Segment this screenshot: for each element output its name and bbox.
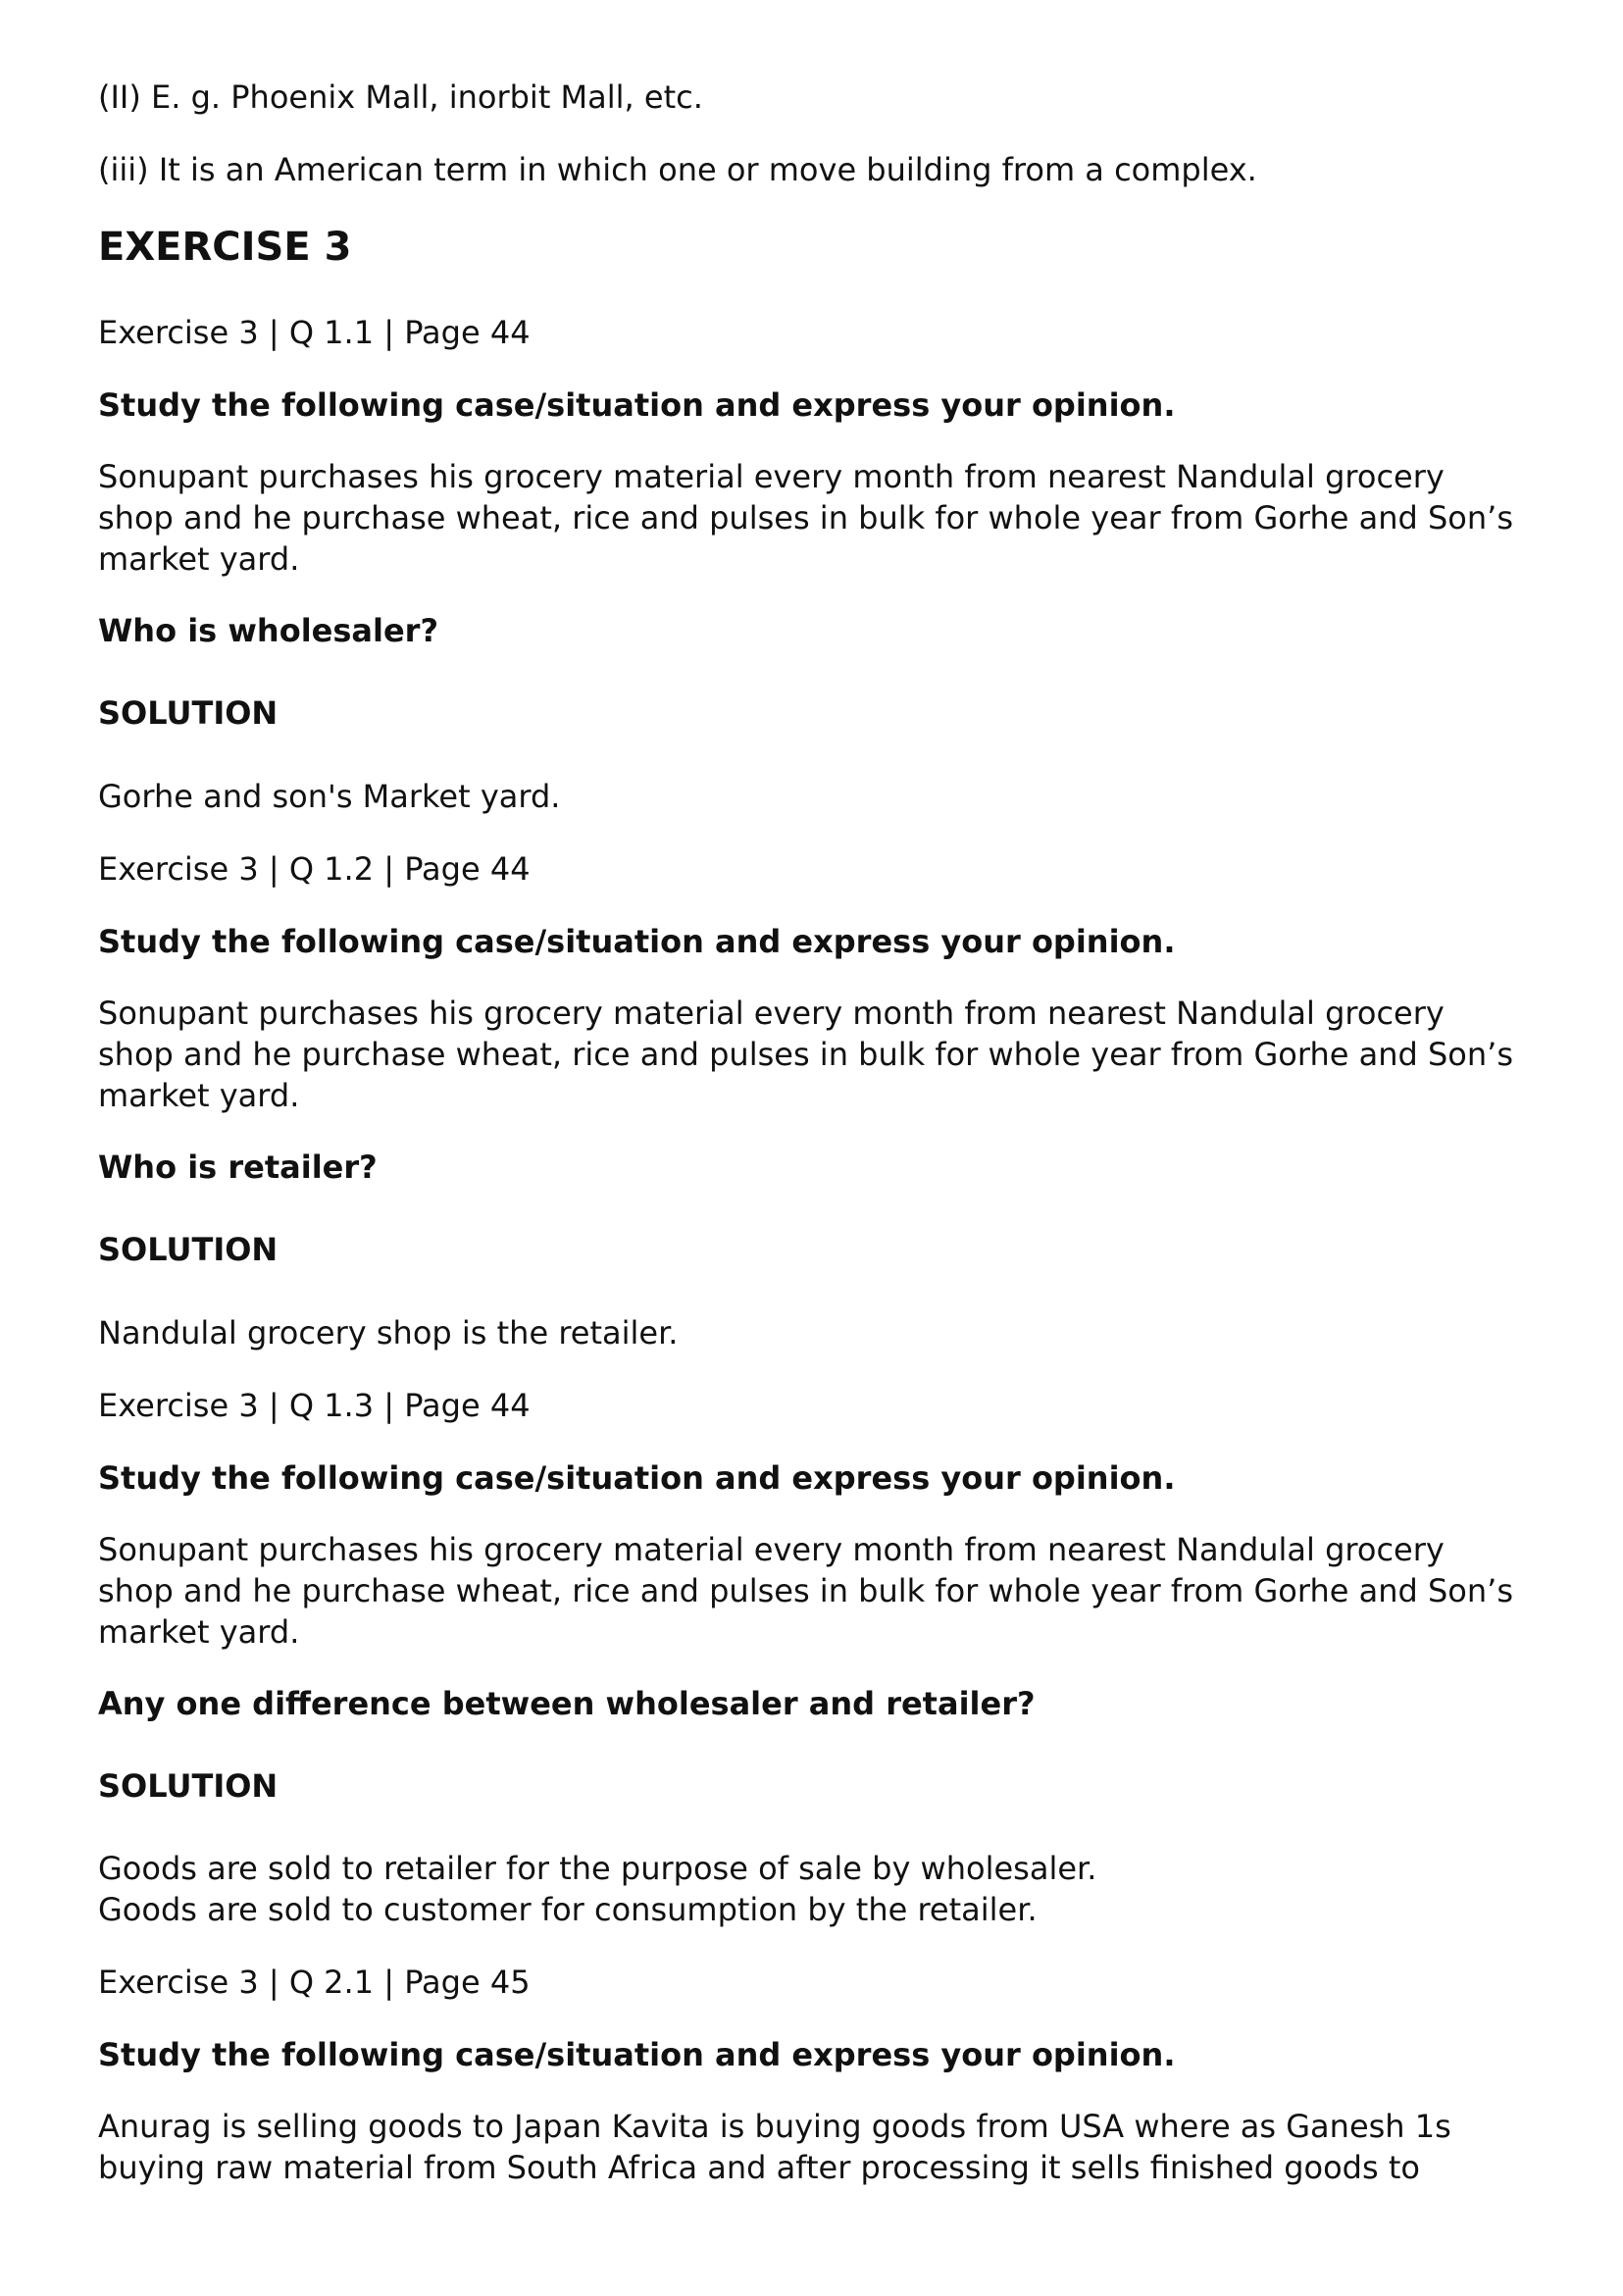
answer-line: Goods are sold to customer for consumption by the retailer. (98, 1891, 1038, 1928)
case-line: Sonupant purchases his grocery material every month from nearest Nandulal grocery (98, 995, 1445, 1032)
case-line: Anurag is selling goods to Japan Kavita is buying goods from USA where as Ganesh 1s (98, 2108, 1451, 2145)
case-text (98, 2106, 1451, 2188)
case-line: market yard. (98, 1613, 300, 1651)
question-ref: Exercise 3 | Q 1.1 | Page 44 (98, 314, 531, 351)
instruction: Study the following case/situation and express your opinion. (98, 923, 1176, 960)
case-text (98, 456, 1513, 580)
answer-text: Gorhe and son's Market yard. (98, 778, 561, 815)
question-text: Who is wholesaler? (98, 612, 439, 649)
instruction: Study the following case/situation and express your opinion. (98, 1459, 1176, 1497)
case-line: Sonupant purchases his grocery material every month from nearest Nandulal grocery (98, 458, 1445, 495)
case-line: market yard. (98, 1077, 300, 1114)
case-line: shop and he purchase wheat, rice and pulses in bulk for whole year from Gorhe and Son’s (98, 1036, 1513, 1073)
question-text: Who is retailer? (98, 1148, 378, 1186)
case-text (98, 993, 1513, 1116)
answer-line: Goods are sold to retailer for the purpose of sale by wholesaler. (98, 1850, 1097, 1887)
exercise-heading: EXERCISE 3 (98, 225, 352, 270)
solution-label: SOLUTION (98, 694, 279, 732)
case-text (98, 1529, 1513, 1653)
instruction: Study the following case/situation and express your opinion. (98, 386, 1176, 424)
answer-text (98, 1848, 1096, 1930)
case-line: market yard. (98, 540, 300, 578)
question-ref: Exercise 3 | Q 1.3 | Page 44 (98, 1387, 531, 1424)
case-line: shop and he purchase wheat, rice and pulses in bulk for whole year from Gorhe and Son’s (98, 499, 1513, 536)
intro-line-ii: (II) E. g. Phoenix Mall, inorbit Mall, etc. (98, 78, 703, 116)
intro-line-iii: (iii) It is an American term in which one or move building from a complex. (98, 151, 1257, 188)
solution-label: SOLUTION (98, 1231, 279, 1268)
answer-text: Nandulal grocery shop is the retailer. (98, 1314, 679, 1352)
case-line: Sonupant purchases his grocery material every month from nearest Nandulal grocery (98, 1531, 1445, 1568)
question-ref: Exercise 3 | Q 2.1 | Page 45 (98, 1964, 531, 2001)
question-ref: Exercise 3 | Q 1.2 | Page 44 (98, 850, 531, 888)
question-text: Any one difference between wholesaler and retailer? (98, 1685, 1036, 1722)
solution-label: SOLUTION (98, 1767, 279, 1805)
case-line: shop and he purchase wheat, rice and pulses in bulk for whole year from Gorhe and Son’s (98, 1572, 1513, 1609)
case-line: buying raw material from South Africa and after processing it sells finished goods to (98, 2149, 1420, 2186)
instruction: Study the following case/situation and express your opinion. (98, 2036, 1176, 2073)
